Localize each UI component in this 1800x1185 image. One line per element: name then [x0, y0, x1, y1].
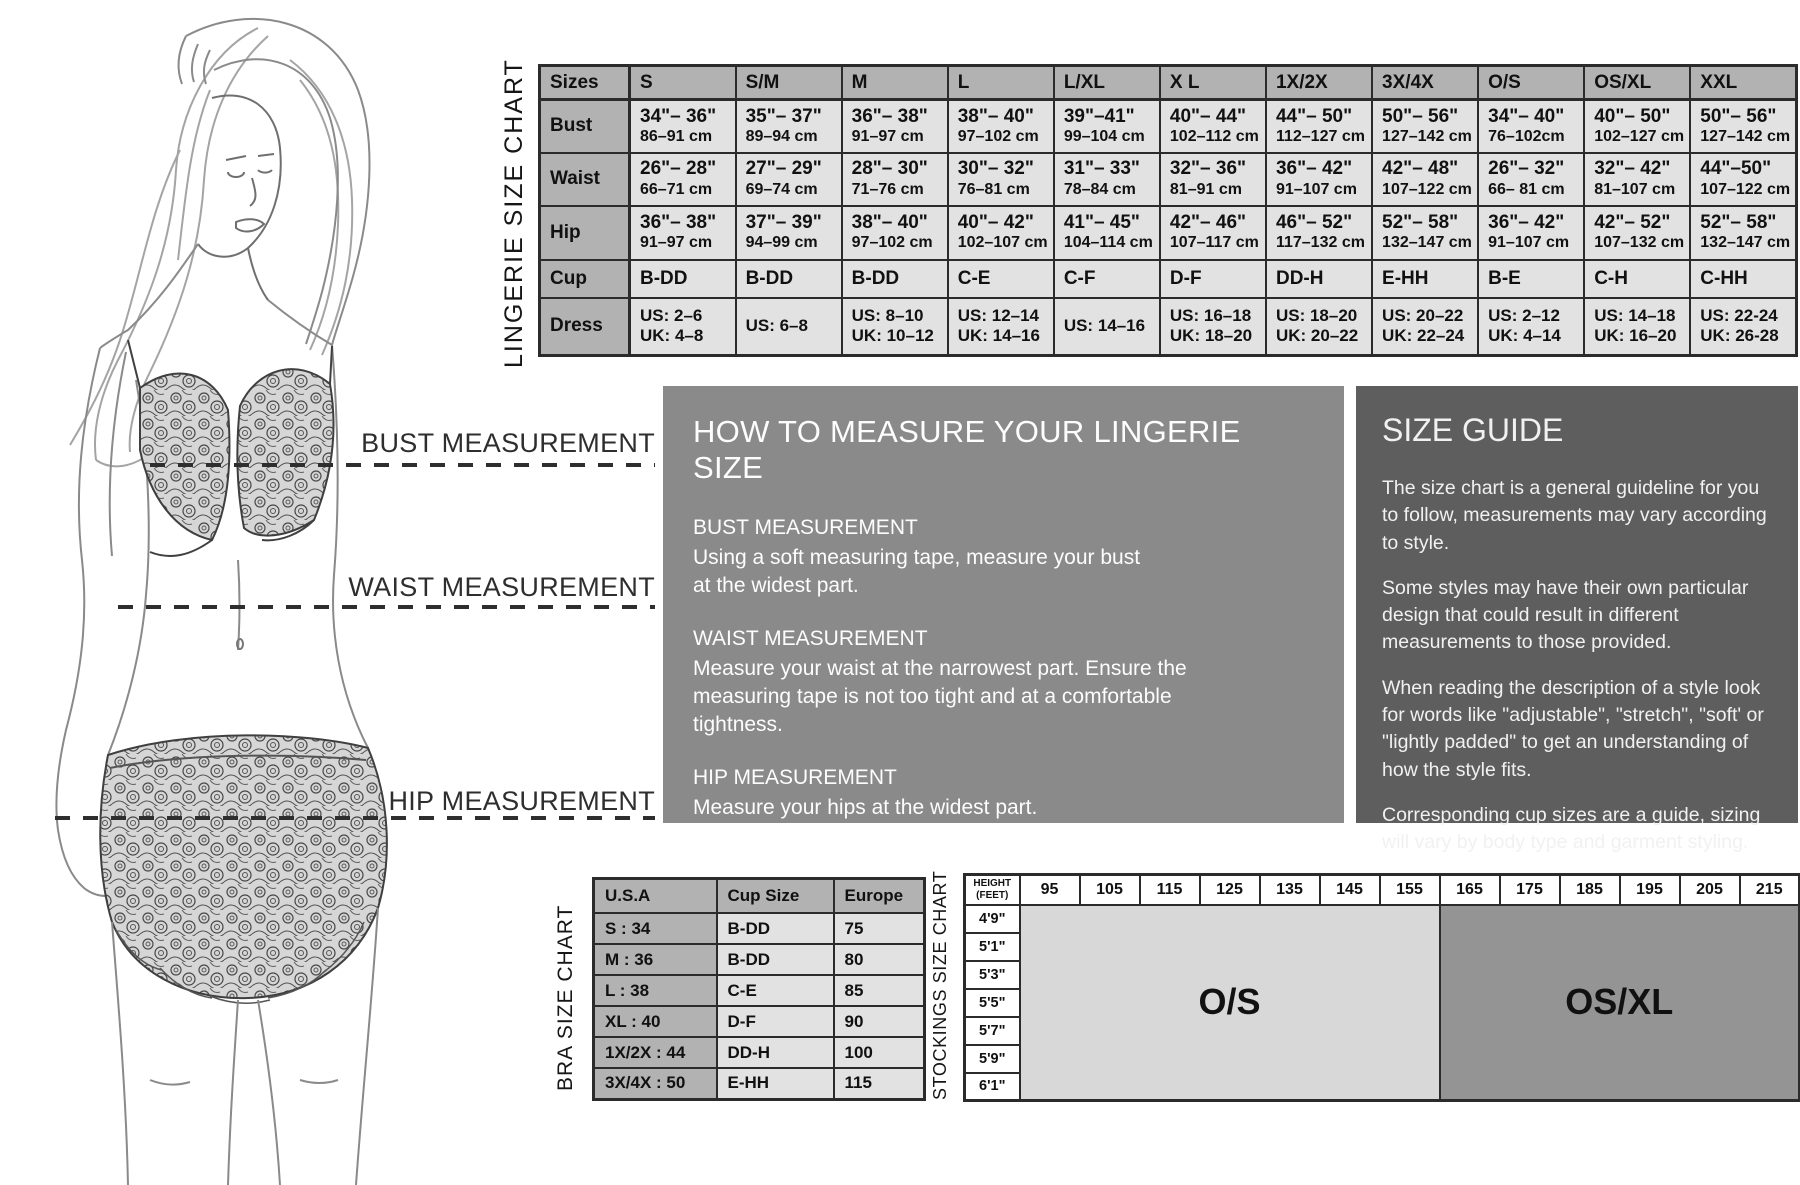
weight-column-header: 145: [1320, 875, 1380, 905]
waist-cell: 36"– 42" 91–107 cm: [1266, 153, 1372, 206]
height-feet-corner-cell: HEIGHT (FEET): [965, 875, 1020, 905]
weight-column-header: 125: [1200, 875, 1260, 905]
bust-cell: 50"– 56" 127–142 cm: [1372, 100, 1478, 153]
bra-europe-size-cell: 75: [834, 913, 925, 944]
bra-usa-size-cell: L : 38: [594, 975, 717, 1006]
hip-cell: 37"– 39" 94–99 cm: [736, 206, 842, 260]
bust-cell: 34"– 36" 86–91 cm: [630, 100, 736, 153]
bra-usa-size-cell: M : 36: [594, 944, 717, 975]
bra-europe-size-cell: 100: [834, 1037, 925, 1068]
row-label-dress: Dress: [540, 298, 630, 356]
cup-cell: B-E: [1478, 260, 1584, 298]
dress-cell: US: 14–16: [1054, 298, 1160, 356]
bra-cup-size-cell: D-F: [717, 1006, 834, 1037]
waist-cell: 30"– 32" 76–81 cm: [948, 153, 1054, 206]
bra-size-table: [592, 877, 926, 1101]
bust-measurement-label: BUST MEASUREMENT: [361, 428, 655, 458]
bra-cup-size-cell: DD-H: [717, 1037, 834, 1068]
bra-column-header: Europe: [834, 879, 925, 914]
size-guide-paragraph: Corresponding cup sizes are a guide, sizing will vary by body type and garment styling.: [1382, 803, 1761, 854]
hip-cell: 42"– 52" 107–132 cm: [1584, 206, 1690, 260]
bra-europe-size-cell: 80: [834, 944, 925, 975]
dress-cell: US: 16–18 UK: 18–20: [1160, 298, 1266, 356]
bust-cell: 40"– 50" 102–127 cm: [1584, 100, 1690, 153]
waist-cell: 28"– 30" 71–76 cm: [842, 153, 948, 206]
bra-cup-size-cell: C-E: [717, 975, 834, 1006]
size-guide-title: SIZE GUIDE: [1382, 412, 1564, 448]
lingerie-size-chart-vertical-title: LINGERIE SIZE CHART: [500, 58, 528, 368]
row-label-hip: Hip: [540, 206, 630, 260]
row-label-waist: Waist: [540, 153, 630, 206]
hip-section-heading: HIP MEASUREMENT: [693, 765, 897, 789]
waist-cell: 27"– 29" 69–74 cm: [736, 153, 842, 206]
bust-section-body: Using a soft measuring tape, measure your bust at the widest part.: [693, 546, 1141, 598]
bra-usa-size-cell: S : 34: [594, 913, 717, 944]
cup-cell: B-DD: [630, 260, 736, 298]
osxl-region-cell: OS/XL: [1440, 905, 1800, 1101]
height-row-label: 5'9": [965, 1045, 1020, 1073]
waist-dashed-line: [118, 605, 655, 609]
dress-cell: US: 14–18 UK: 16–20: [1584, 298, 1690, 356]
waist-cell: 31"– 33" 78–84 cm: [1054, 153, 1160, 206]
bra-usa-size-cell: 3X/4X : 50: [594, 1068, 717, 1099]
hip-section-body: Measure your hips at the widest part.: [693, 795, 1038, 819]
size-column-header: XXL: [1690, 66, 1796, 100]
bra-europe-size-cell: 90: [834, 1006, 925, 1037]
bust-cell: 38"– 40" 97–102 cm: [948, 100, 1054, 153]
dress-cell: US: 2–6 UK: 4–8: [630, 298, 736, 356]
size-column-header: 3X/4X: [1372, 66, 1478, 100]
weight-column-header: 155: [1380, 875, 1440, 905]
hip-cell: 40"– 42" 102–107 cm: [948, 206, 1054, 260]
cup-cell: B-DD: [842, 260, 948, 298]
row-label-bust: Bust: [540, 100, 630, 153]
hip-cell: 38"– 40" 97–102 cm: [842, 206, 948, 260]
cup-cell: C-H: [1584, 260, 1690, 298]
waist-cell: 32"– 42" 81–107 cm: [1584, 153, 1690, 206]
sizes-corner-cell: Sizes: [540, 66, 630, 100]
waist-section-body: Measure your waist at the narrowest part. Ensure the measuring tape is not too tight and at a comfortable tightness.: [693, 656, 1187, 737]
waist-section-heading: WAIST MEASUREMENT: [693, 626, 928, 650]
dress-cell: US: 18–20 UK: 20–22: [1266, 298, 1372, 356]
cup-cell: E-HH: [1372, 260, 1478, 298]
waist-cell: 26"– 28" 66–71 cm: [630, 153, 736, 206]
cup-cell: D-F: [1160, 260, 1266, 298]
waist-measurement-label: WAIST MEASUREMENT: [348, 572, 655, 602]
hip-cell: 36"– 42" 91–107 cm: [1478, 206, 1584, 260]
bust-cell: 36"– 38" 91–97 cm: [842, 100, 948, 153]
stockings-size-table: [963, 873, 1800, 1102]
waist-cell: 44"–50" 107–122 cm: [1690, 153, 1796, 206]
bra-column-header: Cup Size: [717, 879, 834, 914]
size-guide-panel: [1356, 386, 1798, 854]
weight-column-header: 175: [1500, 875, 1560, 905]
size-column-header: L: [948, 66, 1054, 100]
dress-cell: US: 6–8: [736, 298, 842, 356]
size-column-header: L/XL: [1054, 66, 1160, 100]
weight-column-header: 195: [1620, 875, 1680, 905]
height-row-label: 5'1": [965, 933, 1020, 961]
os-region-cell: O/S: [1020, 905, 1440, 1101]
weight-column-header: 165: [1440, 875, 1500, 905]
hip-cell: 36"– 38" 91–97 cm: [630, 206, 736, 260]
hip-dashed-line: [55, 816, 655, 820]
size-column-header: S/M: [736, 66, 842, 100]
weight-column-header: 205: [1680, 875, 1740, 905]
bra-cup-size-cell: E-HH: [717, 1068, 834, 1099]
size-column-header: X L: [1160, 66, 1266, 100]
waist-cell: 26"– 32" 66– 81 cm: [1478, 153, 1584, 206]
cup-cell: C-HH: [1690, 260, 1796, 298]
bust-cell: 34"– 40" 76–102cm: [1478, 100, 1584, 153]
height-row-label: 5'3": [965, 961, 1020, 989]
weight-column-header: 95: [1020, 875, 1080, 905]
height-row-label: 4'9": [965, 905, 1020, 933]
hip-cell: 52"– 58" 132–147 cm: [1690, 206, 1796, 260]
weight-column-header: 185: [1560, 875, 1620, 905]
bust-cell: 44"– 50" 112–127 cm: [1266, 100, 1372, 153]
cup-cell: DD-H: [1266, 260, 1372, 298]
height-row-label: 5'7": [965, 1017, 1020, 1045]
weight-column-header: 215: [1740, 875, 1800, 905]
bra-size-chart-vertical-title: BRA SIZE CHART: [554, 904, 577, 1091]
size-guide-paragraph: The size chart is a general guideline for you to follow, measurements may vary according to style.: [1382, 477, 1767, 554]
bust-cell: 50"– 56" 127–142 cm: [1690, 100, 1796, 153]
bust-cell: 40"– 44" 102–112 cm: [1160, 100, 1266, 153]
size-column-header: OS/XL: [1584, 66, 1690, 100]
how-to-measure-panel: [663, 386, 1344, 823]
bra-usa-size-cell: 1X/2X : 44: [594, 1037, 717, 1068]
cup-cell: B-DD: [736, 260, 842, 298]
bra-europe-size-cell: 85: [834, 975, 925, 1006]
dress-cell: US: 2–12 UK: 4–14: [1478, 298, 1584, 356]
waist-cell: 32"– 36" 81–91 cm: [1160, 153, 1266, 206]
hip-cell: 41"– 45" 104–114 cm: [1054, 206, 1160, 260]
weight-column-header: 115: [1140, 875, 1200, 905]
bra-usa-size-cell: XL : 40: [594, 1006, 717, 1037]
bust-dashed-line: [150, 463, 655, 467]
size-column-header: 1X/2X: [1266, 66, 1372, 100]
size-column-header: M: [842, 66, 948, 100]
cup-cell: C-F: [1054, 260, 1160, 298]
hip-measurement-label: HIP MEASUREMENT: [388, 786, 655, 816]
height-row-label: 6'1": [965, 1073, 1020, 1101]
size-guide-paragraph: When reading the description of a style look for words like "adjustable", "stretch", "soft' or "lightly padded" to get an understanding of how the style fits.: [1382, 676, 1764, 781]
bra-column-header: U.S.A: [594, 879, 717, 914]
how-to-measure-title: HOW TO MEASURE YOUR LINGERIE SIZE: [693, 414, 1241, 485]
row-label-cup: Cup: [540, 260, 630, 298]
hip-cell: 52"– 58" 132–147 cm: [1372, 206, 1478, 260]
hip-cell: 42"– 46" 107–117 cm: [1160, 206, 1266, 260]
dress-cell: US: 22-24 UK: 26-28: [1690, 298, 1796, 356]
stockings-size-chart-vertical-title: STOCKINGS SIZE CHART: [930, 870, 950, 1100]
lingerie-size-table: [538, 64, 1798, 357]
size-column-header: S: [630, 66, 736, 100]
hip-cell: 46"– 52" 117–132 cm: [1266, 206, 1372, 260]
bust-section-heading: BUST MEASUREMENT: [693, 516, 918, 539]
bra-cup-size-cell: B-DD: [717, 944, 834, 975]
bra-europe-size-cell: 115: [834, 1068, 925, 1099]
bust-cell: 39"–41" 99–104 cm: [1054, 100, 1160, 153]
cup-cell: C-E: [948, 260, 1054, 298]
weight-column-header: 135: [1260, 875, 1320, 905]
bust-cell: 35"– 37" 89–94 cm: [736, 100, 842, 153]
height-row-label: 5'5": [965, 989, 1020, 1017]
size-guide-paragraph: Some styles may have their own particular design that could result in different measurements to those provided.: [1382, 576, 1749, 654]
bra-cup-size-cell: B-DD: [717, 913, 834, 944]
size-column-header: O/S: [1478, 66, 1584, 100]
weight-column-header: 105: [1080, 875, 1140, 905]
dress-cell: US: 8–10 UK: 10–12: [842, 298, 948, 356]
dress-cell: US: 12–14 UK: 14–16: [948, 298, 1054, 356]
dress-cell: US: 20–22 UK: 22–24: [1372, 298, 1478, 356]
waist-cell: 42"– 48" 107–122 cm: [1372, 153, 1478, 206]
